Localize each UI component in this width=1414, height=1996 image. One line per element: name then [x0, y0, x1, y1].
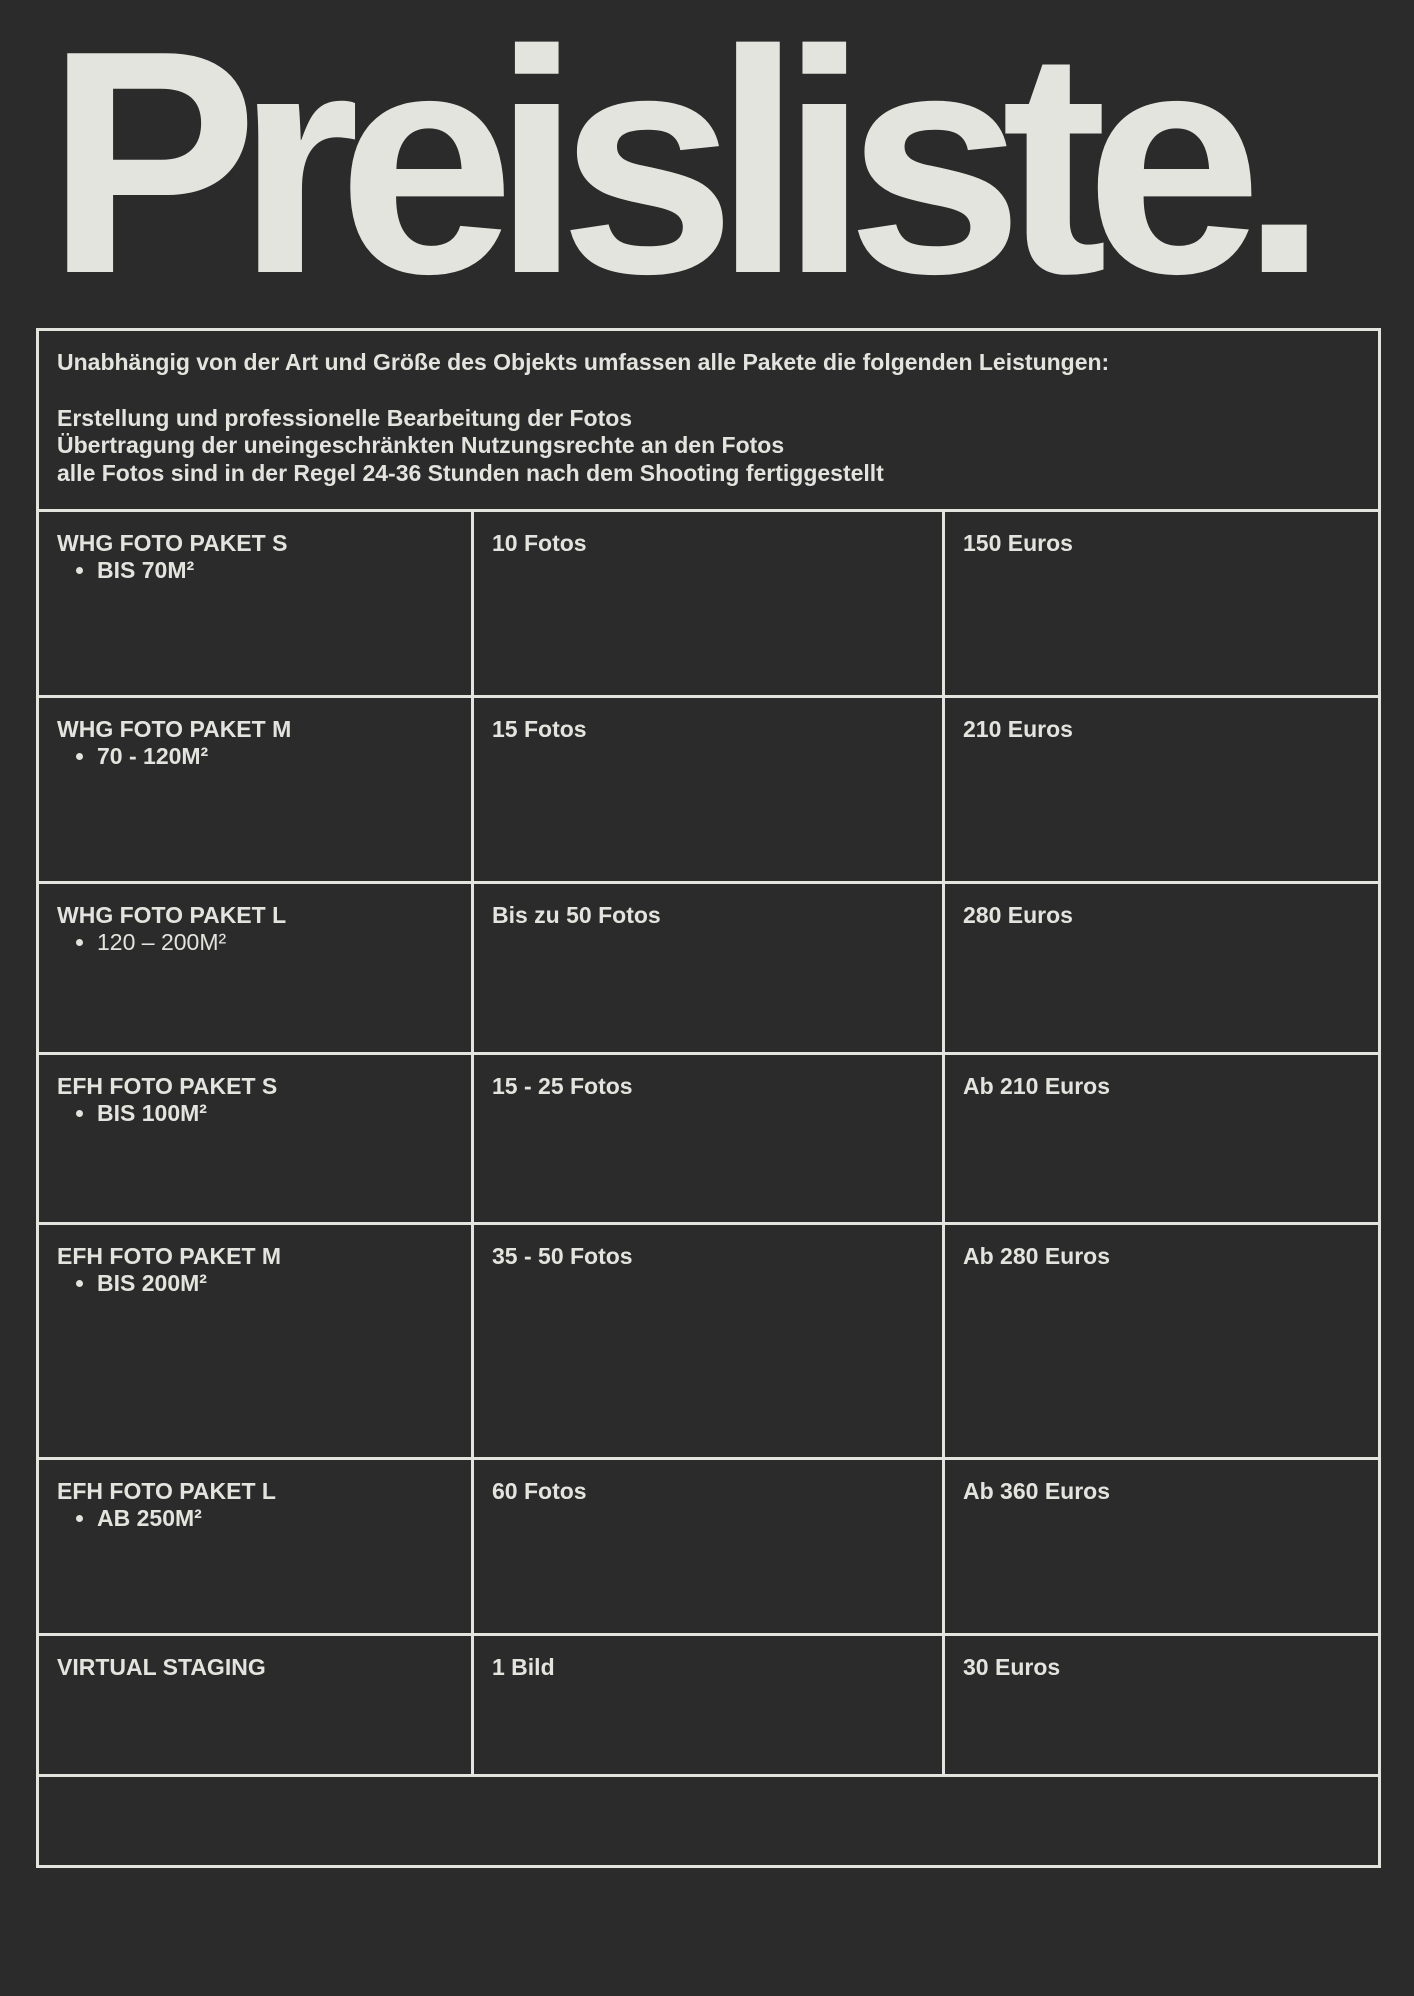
- package-name: WHG FOTO PAKET S: [57, 530, 288, 556]
- price-cell: 280 Euros: [944, 883, 1380, 1054]
- photos-cell: 10 Fotos: [473, 511, 944, 697]
- page-title: Preisliste.: [46, 0, 1307, 340]
- intro-row: [38, 330, 1380, 511]
- photos-cell: Bis zu 50 Fotos: [473, 883, 944, 1054]
- price-table: [36, 328, 1381, 1868]
- package-cell: [38, 883, 473, 1054]
- package-size: • BIS 100M²: [97, 1101, 453, 1125]
- table-row: [38, 1224, 1380, 1459]
- package-name: EFH FOTO PAKET S: [57, 1073, 278, 1099]
- intro-cell: [38, 330, 1380, 511]
- package-name: WHG FOTO PAKET L: [57, 902, 287, 928]
- photos-cell: 15 Fotos: [473, 697, 944, 883]
- table-row: [38, 1459, 1380, 1635]
- intro-line: Erstellung und professionelle Bearbeitung der Fotos: [57, 404, 633, 431]
- photos-cell: 1 Bild: [473, 1635, 944, 1776]
- price-cell: Ab 210 Euros: [944, 1054, 1380, 1224]
- package-cell: [38, 1459, 473, 1635]
- table-row: [38, 697, 1380, 883]
- package-cell: [38, 1054, 473, 1224]
- intro-line: alle Fotos sind in der Regel 24-36 Stunden nach dem Shooting fertiggestellt: [57, 459, 884, 486]
- price-cell: Ab 360 Euros: [944, 1459, 1380, 1635]
- package-name: WHG FOTO PAKET M: [57, 716, 292, 742]
- package-name: EFH FOTO PAKET L: [57, 1478, 276, 1504]
- table-row: [38, 883, 1380, 1054]
- table-row: [38, 511, 1380, 697]
- package-cell: [38, 511, 473, 697]
- price-cell: 150 Euros: [944, 511, 1380, 697]
- price-cell: Ab 280 Euros: [944, 1224, 1380, 1459]
- table-row: [38, 1635, 1380, 1776]
- package-size: • BIS 200M²: [97, 1271, 453, 1295]
- photos-cell: 15 - 25 Fotos: [473, 1054, 944, 1224]
- package-size: • AB 250M²: [97, 1506, 453, 1530]
- empty-footer-cell: [38, 1776, 1380, 1867]
- package-name: EFH FOTO PAKET M: [57, 1243, 282, 1269]
- package-cell: [38, 1224, 473, 1459]
- package-cell: [38, 1635, 473, 1776]
- intro-heading: Unabhängig von der Art und Größe des Objekts umfassen alle Pakete die folgenden Leistungen:: [57, 349, 1110, 375]
- package-name: VIRTUAL STAGING: [57, 1654, 266, 1680]
- footer-row: [38, 1776, 1380, 1867]
- package-size: • 70 - 120M²: [97, 744, 453, 768]
- table-row: [38, 1054, 1380, 1224]
- package-size: • BIS 70M²: [97, 558, 453, 582]
- photos-cell: 35 - 50 Fotos: [473, 1224, 944, 1459]
- intro-line: Übertragung der uneingeschränkten Nutzungsrechte an den Fotos: [57, 432, 785, 459]
- price-cell: 210 Euros: [944, 697, 1380, 883]
- package-size: • 120 – 200M²: [97, 930, 453, 954]
- photos-cell: 60 Fotos: [473, 1459, 944, 1635]
- price-cell: 30 Euros: [944, 1635, 1380, 1776]
- package-cell: [38, 697, 473, 883]
